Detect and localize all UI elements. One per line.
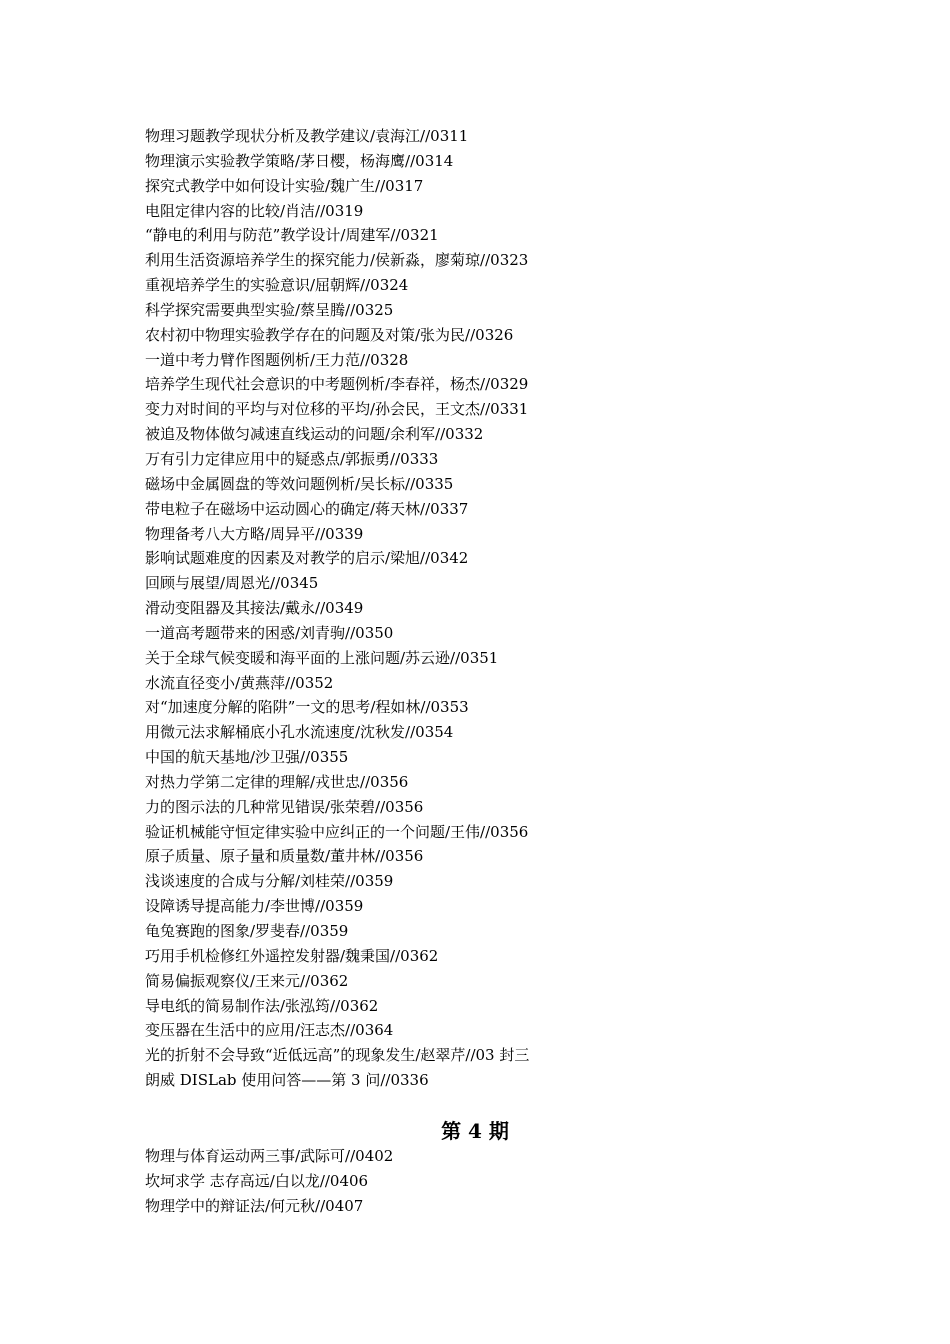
article-entry: 原子质量、原子量和质量数/董井林//0356 xyxy=(145,847,424,866)
article-entry: 物理学中的辩证法/何元秋//0407 xyxy=(145,1196,364,1215)
article-entry: 验证机械能守恒定律实验中应纠正的一个问题/王伟//0356 xyxy=(145,822,529,841)
article-entry: 科学探究需要典型实验/蔡呈腾//0325 xyxy=(145,300,394,319)
article-entry: 影响试题难度的因素及对教学的启示/梁旭//0342 xyxy=(145,549,469,568)
article-entry: 一道高考题带来的困惑/刘青驹//0350 xyxy=(145,623,394,642)
article-entry: 对“加速度分解的陷阱”一文的思考/程如林//0353 xyxy=(145,698,469,717)
article-entry: 简易偏振观察仪/王来元//0362 xyxy=(145,971,349,990)
article-entry: 物理演示实验教学策略/茅日樱，杨海鹰//0314 xyxy=(145,151,454,170)
article-entry: 用微元法求解桶底小孔水流速度/沈秋发//0354 xyxy=(145,723,454,742)
article-entry: 朗威 DISLab 使用问答——第 3 问//0336 xyxy=(145,1071,429,1090)
article-entry: 万有引力定律应用中的疑惑点/郭振勇//0333 xyxy=(145,449,439,468)
article-entry: 培养学生现代社会意识的中考题例析/李春祥，杨杰//0329 xyxy=(145,375,529,394)
article-entry: 物理与体育运动两三事/武际可//0402 xyxy=(145,1147,394,1165)
article-entry: 物理备考八大方略/周异平//0339 xyxy=(145,524,364,543)
article-entry: 坎坷求学 志存高远/白以龙//0406 xyxy=(145,1171,369,1190)
article-entry: 磁场中金属圆盘的等效问题例析/吴长标//0335 xyxy=(145,474,454,493)
article-entry: 力的图示法的几种常见错误/张荣碧//0356 xyxy=(145,797,424,816)
article-entry: 关于全球气候变暖和海平面的上涨问题/苏云逊//0351 xyxy=(145,648,499,667)
article-entry: 回顾与展望/周恩光//0345 xyxy=(145,574,319,593)
issue-heading: 第 4 期 xyxy=(441,1119,509,1143)
article-entry: “静电的利用与防范”教学设计/周建军//0321 xyxy=(145,226,439,245)
article-entry: 利用生活资源培养学生的探究能力/侯新淼，廖菊琼//0323 xyxy=(145,251,529,270)
article-list-issue-3 xyxy=(145,124,845,1093)
article-entry: 浅谈速度的合成与分解/刘桂荣//0359 xyxy=(145,872,394,891)
article-entry: 光的折射不会导致“近低远高”的现象发生/赵翠芹//03 封三 xyxy=(145,1046,530,1065)
article-entry: 被追及物体做匀减速直线运动的问题/余利军//0332 xyxy=(145,425,484,444)
article-entry: 对热力学第二定律的理解/戎世忠//0356 xyxy=(145,772,409,791)
article-entry: 物理习题教学现状分析及教学建议/袁海江//0311 xyxy=(145,127,469,145)
article-entry: 带电粒子在磁场中运动圆心的确定/蒋天林//0337 xyxy=(145,499,469,518)
article-entry: 重视培养学生的实验意识/屈朝辉//0324 xyxy=(145,276,409,295)
article-entry: 电阻定律内容的比较/肖洁//0319 xyxy=(145,201,364,220)
article-entry: 龟兔赛跑的图象/罗斐春//0359 xyxy=(145,922,349,940)
article-entry: 水流直径变小/黄燕萍//0352 xyxy=(145,673,334,692)
article-entry: 一道中考力臂作图题例析/王力范//0328 xyxy=(145,350,409,369)
article-entry: 中国的航天基地/沙卫强//0355 xyxy=(145,748,349,767)
article-entry: 探究式教学中如何设计实验/魏广生//0317 xyxy=(145,176,424,195)
article-entry: 变力对时间的平均与对位移的平均/孙会民，王文杰//0331 xyxy=(145,400,529,419)
article-entry: 农村初中物理实验教学存在的问题及对策/张为民//0326 xyxy=(145,325,514,344)
article-entry: 变压器在生活中的应用/汪志杰//0364 xyxy=(145,1021,394,1040)
article-entry: 巧用手机检修红外遥控发射器/魏秉国//0362 xyxy=(145,946,439,965)
article-entry: 设障诱导提高能力/李世博//0359 xyxy=(145,897,364,916)
article-entry: 滑动变阻器及其接法/戴永//0349 xyxy=(145,599,364,618)
article-list-issue-4 xyxy=(145,1144,845,1219)
article-entry: 导电纸的简易制作法/张泓筠//0362 xyxy=(145,996,379,1015)
